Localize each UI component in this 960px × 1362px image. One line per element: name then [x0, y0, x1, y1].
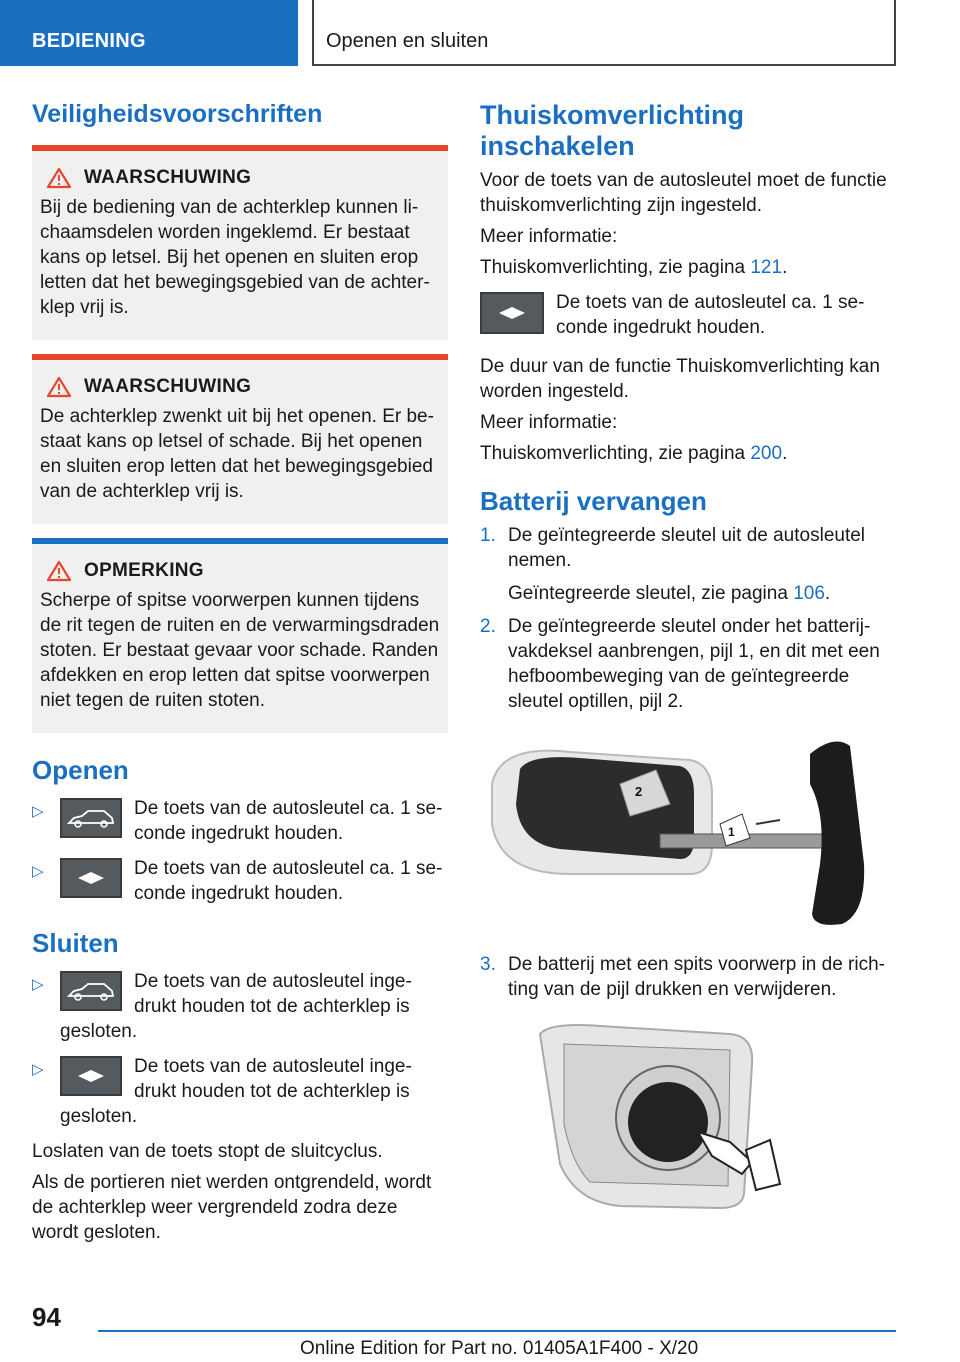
home-light-key-icon [60, 858, 122, 898]
list-item-text: De toets van de autosleutel ca. 1 se-conde ingedrukt houden. [134, 798, 443, 844]
reference-line: Geïntegreerde sleutel, zie pagina 106. [508, 583, 831, 604]
warning-box-1 [32, 145, 448, 340]
warning-triangle-icon [46, 167, 72, 189]
step-number: 1. [480, 525, 496, 546]
reference-line: Thuiskomverlichting, zie pagina 200. [480, 443, 788, 464]
close-heading: Sluiten [32, 928, 119, 958]
list-item-text-cont: gesloten. [60, 1021, 138, 1042]
arrow-label-1: 1 [728, 825, 735, 839]
home-light-key-row [480, 290, 896, 340]
step-number: 2. [480, 616, 496, 637]
key-lever-figure [480, 724, 896, 934]
chapter-title: Openen en sluiten [312, 0, 896, 66]
warning-text: De achterklep zwenkt uit bij het openen. Er be-staat kans op letsel of schade. Bij het openen en sluiten erop letten dat het bewegingsgebied van de achterklep vrij is. [40, 406, 434, 502]
notice-title: OPMERKING [84, 560, 204, 581]
left-column [32, 100, 448, 1251]
home-light-key-text: De toets van de autosleutel ca. 1 se-conde ingedrukt houden. [556, 292, 865, 338]
home-light-paragraph: Voor de toets van de autosleutel moet de functie thuiskomverlichting zijn ingesteld. [480, 170, 887, 216]
list-item-text: De toets van de autosleutel inge-drukt houden tot de achterklep is [134, 971, 412, 1017]
reference-line: Thuiskomverlichting, zie pagina 121. [480, 257, 788, 278]
page-header [0, 0, 960, 66]
right-column [480, 100, 896, 1210]
more-info-label: Meer informatie: [480, 412, 618, 433]
home-light-heading: Thuiskomverlichting inschakelen [480, 100, 745, 161]
footer-rule [98, 1330, 896, 1332]
warning-title: WAARSCHUWING [84, 376, 252, 397]
warning-text: Bij de bediening van de achterklep kunnen li-chaamsdelen worden ingeklemd. Er bestaat kans op letsel. Bij het openen en sluiten erop letten dat het bewegingsgebied van de achter-klep vrij is. [40, 197, 430, 318]
page-number: 94 [32, 1302, 61, 1332]
list-item [32, 1054, 448, 1129]
duration-paragraph: De duur van de functie Thuiskomverlichting kan worden ingesteld. [480, 356, 880, 402]
bullet-triangle-icon: ▷ [32, 803, 44, 820]
list-item-text: De toets van de autosleutel ca. 1 se-conde ingedrukt houden. [134, 858, 443, 904]
car-trunk-key-icon [60, 798, 122, 838]
bullet-triangle-icon: ▷ [32, 1061, 44, 1078]
bullet-triangle-icon: ▷ [32, 976, 44, 993]
bullet-triangle-icon: ▷ [32, 863, 44, 880]
step-item [480, 523, 896, 606]
step-text: De batterij met een spits voorwerp in de rich-ting van de pijl drukken en verwijderen. [508, 954, 885, 1000]
list-item-text: De toets van de autosleutel inge-drukt houden tot de achterklep is [134, 1056, 412, 1102]
page-link[interactable]: 200 [750, 443, 783, 464]
step-text: De geïntegreerde sleutel uit de autosleutel nemen. [508, 525, 866, 571]
battery-figure [480, 1014, 896, 1210]
close-paragraph-1: Loslaten van de toets stopt de sluitcyclus. [32, 1141, 383, 1162]
list-item [32, 856, 448, 906]
notice-box [32, 538, 448, 733]
page-link[interactable]: 106 [793, 583, 825, 604]
home-light-key-icon [60, 1056, 122, 1096]
step-text: De geïntegreerde sleutel onder het batterij-vakdeksel aanbrengen, pijl 1, en dit met een hefboombeweging van de geïntegreerde sleutel optillen, pijl 2. [508, 616, 880, 712]
section-title: BEDIENING [0, 0, 298, 66]
battery-heading: Batterij vervangen [480, 486, 707, 516]
step-number: 3. [480, 954, 496, 975]
footer-edition: Online Edition for Part no. 01405A1F400 - X/20 [300, 1338, 699, 1359]
list-item [32, 969, 448, 1044]
safety-heading: Veiligheidsvoorschriften [32, 100, 323, 128]
home-light-key-icon [480, 292, 544, 334]
list-item [32, 796, 448, 846]
step-item [480, 614, 896, 714]
car-trunk-key-icon [60, 971, 122, 1011]
notice-triangle-icon [46, 560, 72, 582]
close-paragraph-2: Als de portieren niet werden ontgrendeld, wordt de achterklep weer vergrendeld zodra deze wordt gesloten. [32, 1172, 432, 1243]
warning-box-2 [32, 354, 448, 524]
page-link[interactable]: 121 [750, 257, 783, 278]
warning-triangle-icon [46, 376, 72, 398]
more-info-label: Meer informatie: [480, 226, 618, 247]
step-item [480, 952, 896, 1002]
notice-text: Scherpe of spitse voorwerpen kunnen tijdens de rit tegen de ruiten en de verwarmingsdraden stoten. Er bestaat gevaar voor schade. Randen afdekken en erop letten dat spitse voorwerpen niet tegen de ruiten stoten. [40, 590, 440, 711]
warning-title: WAARSCHUWING [84, 167, 252, 188]
list-item-text-cont: gesloten. [60, 1106, 138, 1127]
open-heading: Openen [32, 755, 129, 785]
arrow-label-2: 2 [635, 784, 643, 799]
